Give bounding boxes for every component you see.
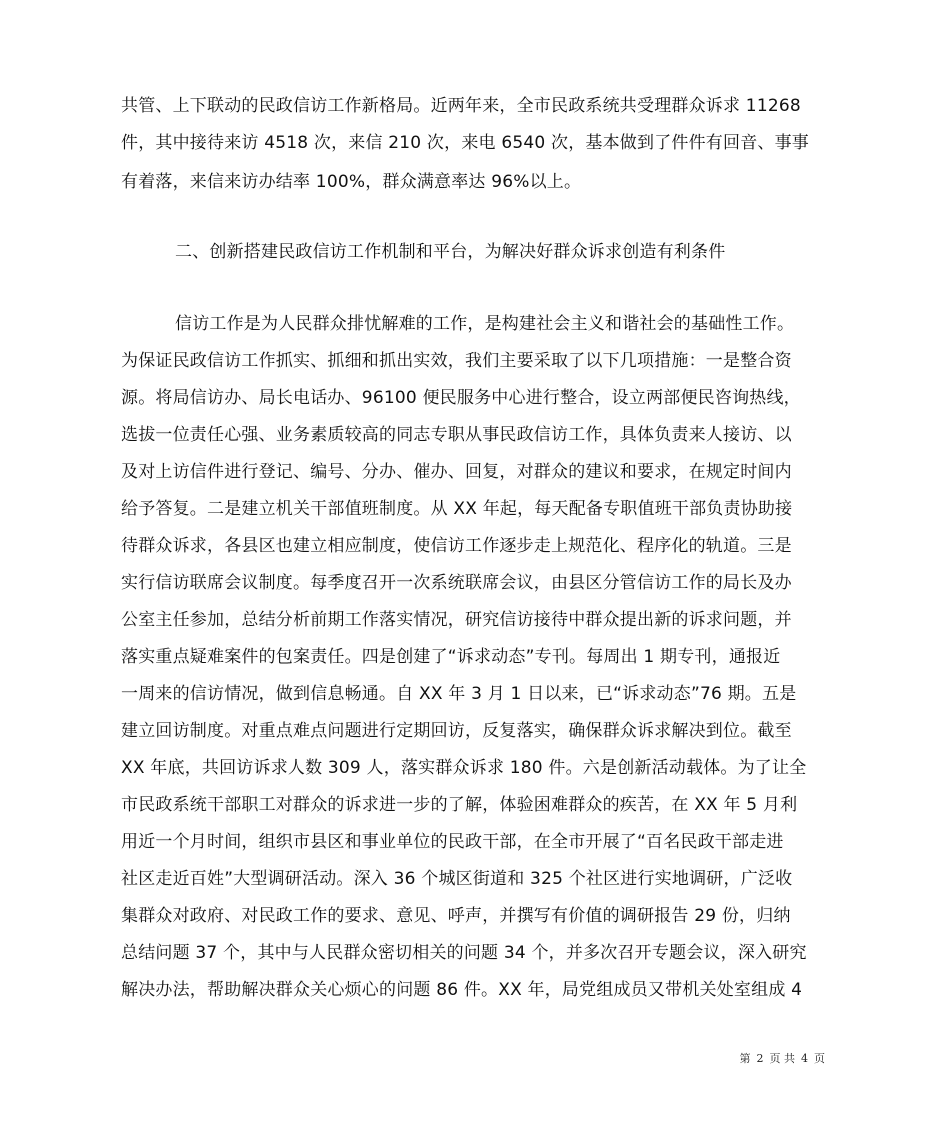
paragraph-line: 选拔一位责任心强、业务素质较高的同志专职从事民政信访工作，具体负责来人接访、以 <box>121 425 792 445</box>
paragraph-line: 市民政系统干部职工对群众的诉求进一步的了解，体验困难群众的疾苦，在 XX 年 5 月利 <box>121 795 798 815</box>
paragraph-line: 共管、上下联动的民政信访工作新格局。近两年来，全市民政系统共受理群众诉求 11268 <box>121 96 801 116</box>
paragraph-line: 解决办法，帮助解决群众关心烦心的问题 86 件。XX 年，局党组成员又带机关处室组成 4 <box>121 980 803 1000</box>
paragraph-line: XX 年底，共回访诉求人数 309 人，落实群众诉求 180 件。六是创新活动载体。为了让全 <box>121 758 807 778</box>
footer-page-number: 2 <box>756 1052 764 1065</box>
paragraph-line: 总结问题 37 个，其中与人民群众密切相关的问题 34 个，并多次召开专题会议，深入研究 <box>121 943 807 963</box>
paragraph-line: 建立回访制度。对重点难点问题进行定期回访，反复落实，确保群众诉求解决到位。截至 <box>121 721 792 741</box>
paragraph-line: 一周来的信访情况，做到信息畅通。自 XX 年 3 月 1 日以来，已“诉求动态”76 期。五是 <box>121 684 797 704</box>
paragraph-line: 及对上访信件进行登记、编号、分办、催办、回复，对群众的建议和要求，在规定时间内 <box>121 462 792 482</box>
paragraph-line: 公室主任参加，总结分析前期工作落实情况，研究信访接待中群众提出新的诉求问题，并 <box>121 610 792 630</box>
paragraph-line: 给予答复。二是建立机关干部值班制度。从 XX 年起，每天配备专职值班干部负责协助接 <box>121 499 793 519</box>
footer-prefix: 第 <box>739 1052 751 1065</box>
paragraph-line: 实行信访联席会议制度。每季度召开一次系统联席会议，由县区分管信访工作的局长及办 <box>121 573 792 593</box>
paragraph-line: 集群众对政府、对民政工作的要求、意见、呼声，并撰写有价值的调研报告 29 份，归纳 <box>121 906 791 926</box>
paragraph-line: 落实重点疑难案件的包案责任。四是创建了“诉求动态”专刊。每周出 1 期专刊，通报近 <box>121 647 781 667</box>
paragraph-line: 源。将局信访办、局长电话办、96100 便民服务中心进行整合，设立两部便民咨询热线， <box>121 388 801 408</box>
paragraph-line: 信访工作是为人民群众排忧解难的工作，是构建社会主义和谐社会的基础性工作。 <box>175 314 795 334</box>
footer-total-pages: 4 <box>801 1052 808 1065</box>
page-footer <box>737 1050 829 1066</box>
section-heading: 二、创新搭建民政信访工作机制和平台，为解决好群众诉求创造有利条件 <box>175 242 726 262</box>
paragraph-line: 待群众诉求，各县区也建立相应制度，使信访工作逐步走上规范化、程序化的轨道。三是 <box>121 536 792 556</box>
paragraph-line: 用近一个月时间，组织市县区和事业单位的民政干部，在全市开展了“百名民政干部走进 <box>121 832 784 852</box>
paragraph-line: 社区走近百姓”大型调研活动。深入 36 个城区街道和 325 个社区进行实地调研，广泛收 <box>121 869 793 889</box>
paragraph-line: 件，其中接待来访 4518 次，来信 210 次，来电 6540 次，基本做到了件件有回音、事事 <box>121 133 809 153</box>
footer-suffix: 页 <box>814 1052 825 1065</box>
footer-mid: 页 共 <box>769 1052 795 1065</box>
paragraph-line: 有着落，来信来访办结率 100%，群众满意率达 96%以上。 <box>121 172 582 192</box>
paragraph-line: 为保证民政信访工作抓实、抓细和抓出实效，我们主要采取了以下几项措施：一是整合资 <box>121 351 792 371</box>
